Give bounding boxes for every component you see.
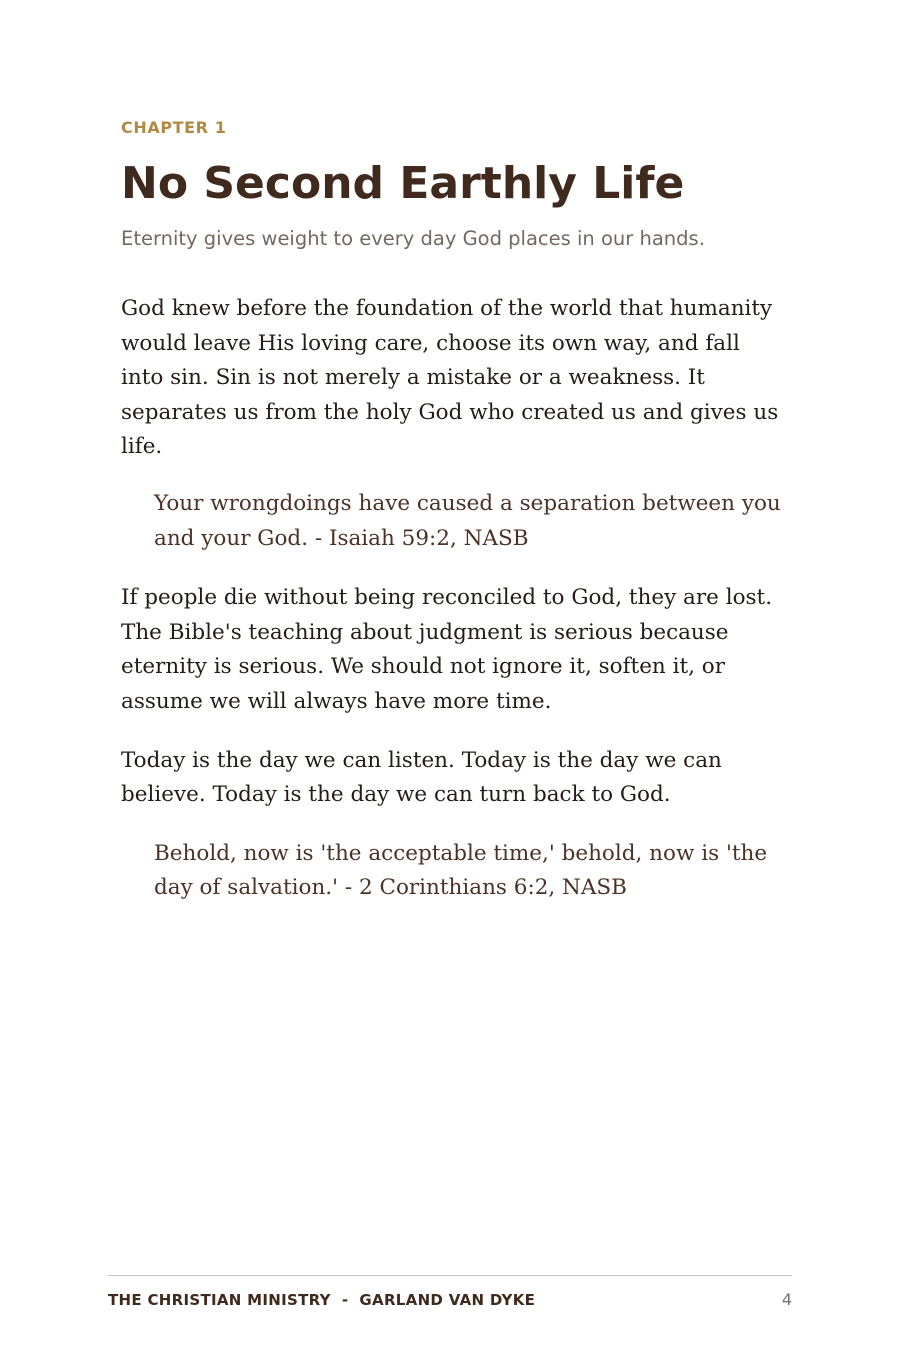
chapter-subtitle: Eternity gives weight to every day God places in our hands. xyxy=(121,227,705,250)
body-paragraph-1: God knew before the foundation of the world that humanity would leave His loving care, choose its own way, and fall into sin. Sin is not merely a mistake or a weakness. It separates us from the holy God who created us and gives us life. xyxy=(121,296,779,460)
chapter-title: No Second Earthly Life xyxy=(121,158,685,209)
footer-divider xyxy=(108,1275,792,1276)
chapter-label: CHAPTER 1 xyxy=(121,118,227,137)
scripture-quote-2: Behold, now is 'the acceptable time,' behold, now is 'the day of salvation.' - 2 Corinthians 6:2, NASB xyxy=(154,840,768,901)
footer-running-title: THE CHRISTIAN MINISTRY - GARLAND VAN DYKE xyxy=(108,1291,536,1309)
page-number: 4 xyxy=(781,1290,792,1309)
scripture-quote-1: Your wrongdoings have caused a separation between you and your God. - Isaiah 59:2, NASB xyxy=(154,490,781,551)
chapter-content xyxy=(121,118,781,906)
body-paragraph-2: If people die without being reconciled to God, they are lost. The Bible's teaching about judgment is serious because eternity is serious. We should not ignore it, soften it, or assume we will always have more time. xyxy=(121,585,773,714)
body-paragraph-3: Today is the day we can listen. Today is the day we can believe. Today is the day we can turn back to God. xyxy=(121,747,722,808)
